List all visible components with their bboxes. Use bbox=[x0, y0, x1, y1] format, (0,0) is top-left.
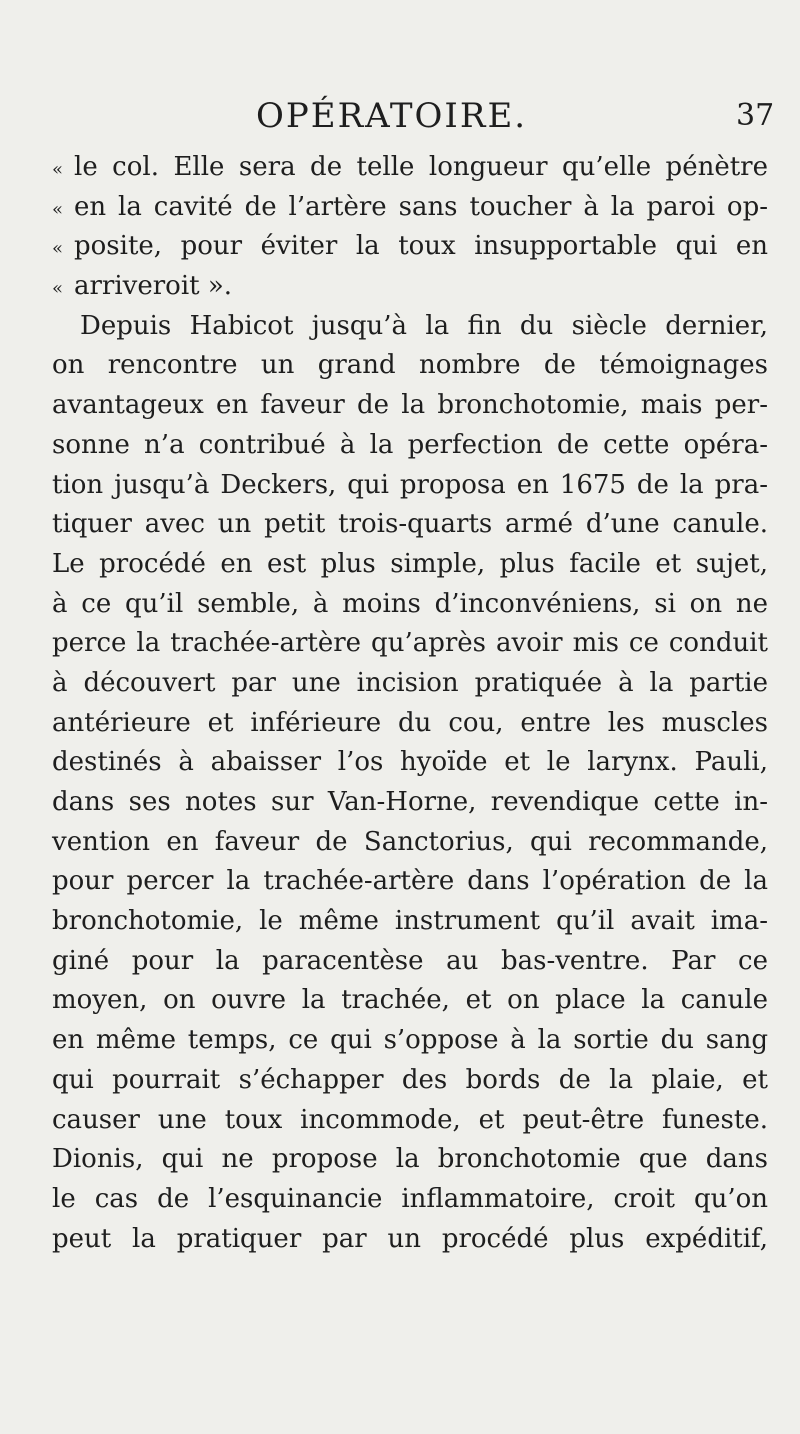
paragraph-line: le cas de l’esquinancie inflammatoire, croit qu’on bbox=[52, 1183, 768, 1214]
quote-mark: « bbox=[52, 238, 64, 260]
paragraph-line: pour percer la trachée-artère dans l’opération de la bbox=[52, 866, 768, 897]
paragraph-line: qui pourrait s’échapper des bords de la plaie, et bbox=[52, 1064, 768, 1095]
paragraph-line: sonne n’a contribué à la perfection de cette opéra- bbox=[52, 429, 768, 460]
paragraph-line: perce la trachée-artère qu’après avoir mis ce conduit bbox=[52, 628, 768, 659]
paragraph-line: giné pour la paracentèse au bas-ventre. Par ce bbox=[52, 945, 768, 976]
paragraph-line: on rencontre un grand nombre de témoignages bbox=[52, 350, 768, 381]
quote-mark: « bbox=[52, 159, 64, 180]
paragraph-line: Dionis, qui ne propose la bronchotomie que dans bbox=[52, 1144, 768, 1175]
paragraph-line: causer une toux incommode, et peut-être funeste. bbox=[52, 1104, 768, 1135]
paragraph-line: peut la pratiquer par un procédé plus expéditif, bbox=[52, 1223, 768, 1254]
paragraph-line: vention en faveur de Sanctorius, qui recommande, bbox=[52, 826, 768, 857]
text-line bbox=[52, 148, 768, 188]
paragraph-line: dans ses notes sur Van-Horne, revendique cette in- bbox=[52, 787, 768, 817]
page-number: 37 bbox=[736, 98, 775, 133]
quote-line: posite, pour éviter la toux insupportable qui en bbox=[74, 231, 768, 262]
main-paragraph bbox=[52, 307, 768, 1260]
body-text bbox=[52, 148, 768, 1259]
quote-mark: « bbox=[52, 278, 64, 300]
text-line bbox=[52, 227, 768, 267]
running-header bbox=[0, 92, 800, 140]
quote-line: en la cavité de l’artère sans toucher à la paroi op- bbox=[74, 191, 768, 222]
text-line bbox=[52, 188, 768, 228]
paragraph-line: antérieure et inférieure du cou, entre les muscles bbox=[52, 707, 768, 738]
quote-line: arriveroit ». bbox=[74, 271, 233, 302]
paragraph-line: Depuis Habicot jusqu’à la fin du siècle dernier, bbox=[80, 310, 768, 341]
paragraph-line: en même temps, ce qui s’oppose à la sortie du sang bbox=[52, 1025, 768, 1056]
quote-mark: « bbox=[52, 198, 64, 220]
text-line bbox=[52, 267, 768, 307]
paragraph-line: à découvert par une incision pratiquée à la partie bbox=[52, 667, 768, 698]
quoted-passage bbox=[52, 148, 768, 307]
quote-line: le col. Elle sera de telle longueur qu’elle pénètre bbox=[74, 152, 768, 182]
paragraph-line: destinés à abaisser l’os hyoïde et le larynx. Pauli, bbox=[52, 747, 768, 778]
running-title: OPÉRATOIRE. bbox=[256, 96, 528, 136]
paragraph-line: tion jusqu’à Deckers, qui proposa en 1675 de la pra- bbox=[52, 469, 768, 500]
paragraph-line: bronchotomie, le même instrument qu’il avait ima- bbox=[52, 906, 768, 937]
paragraph-line: Le procédé en est plus simple, plus facile et sujet, bbox=[52, 548, 768, 579]
paragraph-line: avantageux en faveur de la bronchotomie, mais per- bbox=[52, 390, 768, 421]
paragraph-line: moyen, on ouvre la trachée, et on place la canule bbox=[52, 985, 768, 1016]
paragraph-line: à ce qu’il semble, à moins d’inconvéniens, si on ne bbox=[52, 588, 768, 619]
paragraph-line: tiquer avec un petit trois-quarts armé d’une canule. bbox=[52, 509, 768, 540]
